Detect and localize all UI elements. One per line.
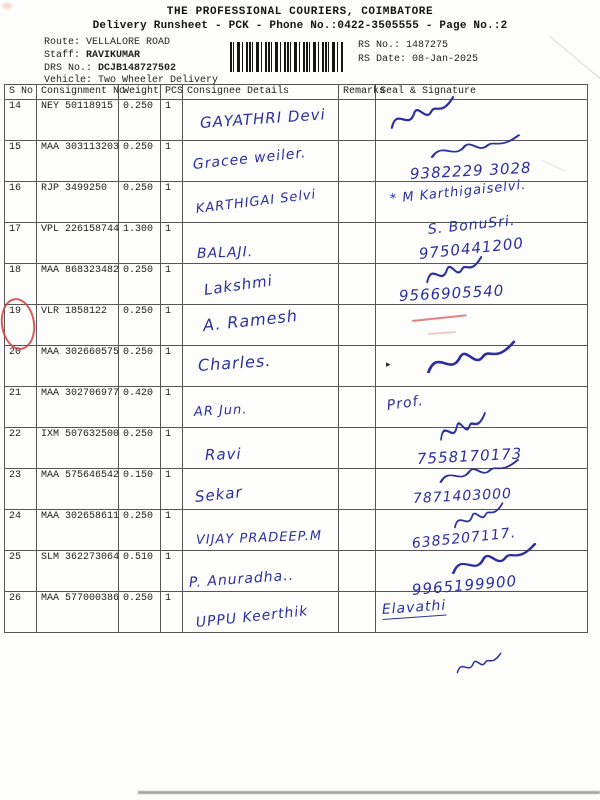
cell-seal-signature [376,551,588,592]
cell-seal-signature [376,182,588,223]
cell-consignment-no: NEY 50118915 [37,100,119,141]
cell-seal-signature [376,223,588,264]
cell-pcs: 1 [161,182,183,223]
consignee-15: Gracee weiler. [192,145,308,173]
signature-17: S. BonuSri. [427,212,517,238]
cell-consignee [183,223,339,264]
consignee-23: Sekar [194,483,244,506]
cell-consignee [183,141,339,182]
cell-weight: 0.250 [119,510,161,551]
consignee-18: Lakshmi [202,271,274,299]
table-row [5,387,588,428]
cell-weight: 0.510 [119,551,161,592]
table-row [5,264,588,305]
cell-consignment-no: MAA 302658611 [37,510,119,551]
cell-remarks [339,346,376,387]
cell-seal-signature [376,141,588,182]
cell-weight: 1.300 [119,223,161,264]
cell-seal-signature [376,592,588,633]
info-line: Staff: RAVIKUMAR [44,49,141,61]
cell-s-no: 26 [5,592,37,633]
cell-consignee [183,387,339,428]
phone-25: 9965199900 [411,571,518,599]
col-header-consignee: Consignee Details [183,85,339,100]
cell-consignee [183,428,339,469]
cell-seal-signature [376,264,588,305]
signature-16: * M Karthigaiselvi. [389,177,527,207]
cell-remarks [339,510,376,551]
cell-pcs: 1 [161,305,183,346]
cell-weight: 0.250 [119,182,161,223]
consignee-20: Charles. [197,350,272,375]
cell-pcs: 1 [161,428,183,469]
cell-remarks [339,387,376,428]
consignee-22: Ravi [204,444,242,464]
info-line: Vehicle: Two Wheeler Delivery [44,75,219,87]
header-info-right [358,39,478,67]
consignee-14: GAYATHRI Devi [199,105,327,132]
runsheet-table [4,84,588,633]
cell-remarks [339,305,376,346]
cell-pcs: 1 [161,387,183,428]
cell-pcs: 1 [161,592,183,633]
cell-s-no: 21 [5,387,37,428]
cell-seal-signature [376,346,588,387]
cell-consignment-no: SLM 362273064 [37,551,119,592]
cell-consignment-no: RJP 3499250 [37,182,119,223]
cell-pcs: 1 [161,346,183,387]
table-row [5,100,588,141]
table-row [5,592,588,633]
table-row [5,141,588,182]
cell-pcs: 1 [161,551,183,592]
cell-s-no: 23 [5,469,37,510]
cell-seal-signature [376,305,588,346]
page-title: THE PROFESSIONAL COURIERS, COIMBATORE [166,6,434,18]
cell-seal-signature [376,428,588,469]
cell-s-no: 22 [5,428,37,469]
cell-pcs: 1 [161,223,183,264]
cell-weight: 0.250 [119,264,161,305]
rs-barcode [230,42,344,72]
cell-consignment-no: MAA 302706977 [37,387,119,428]
cell-s-no: 25 [5,551,37,592]
cell-weight: 0.250 [119,592,161,633]
consignee-16: KARTHIGAI Selvi [195,187,318,217]
phone-22: 7558170173 [416,444,523,468]
paper-crease [550,36,600,79]
table-row [5,551,588,592]
paper-edge-shadow [138,791,600,794]
col-header-weight: Weight [119,85,161,100]
table-row [5,223,588,264]
cell-consignment-no: MAA 302660575 [37,346,119,387]
cell-remarks [339,551,376,592]
info-line: RS No.: 1487275 [358,40,449,51]
cell-consignee [183,510,339,551]
cell-consignee [183,100,339,141]
cell-consignment-no: MAA 868323482 [37,264,119,305]
phone-17: 9750441200 [418,234,525,263]
cell-weight: 0.250 [119,141,161,182]
consignee-24: VIJAY PRADEEP.M [195,528,323,548]
info-line: RS Date: 08-Jan-2025 [358,54,479,65]
cell-seal-signature [376,100,588,141]
cell-seal-signature [376,469,588,510]
table-row [5,469,588,510]
consignee-25: P. Anuradha.. [188,567,295,591]
col-header-s-no: S No [5,85,37,100]
cell-remarks [339,223,376,264]
cell-remarks [339,141,376,182]
cell-consignee [183,305,339,346]
cell-consignment-no: MAA 303113203 [37,141,119,182]
cell-s-no: 15 [5,141,37,182]
cell-remarks [339,182,376,223]
cell-s-no: 16 [5,182,37,223]
table-row [5,510,588,551]
signature-26: Elavathi [381,597,447,618]
cell-s-no: 20 [5,346,37,387]
cell-consignee [183,346,339,387]
mark-20-tick: ▸ [386,360,391,370]
cell-consignment-no: VPL 226158744 [37,223,119,264]
col-header-remarks: Remarks [339,85,376,100]
cell-s-no: 24 [5,510,37,551]
cell-pcs: 1 [161,469,183,510]
table-row [5,428,588,469]
col-header-seal-signature: Seal & Signature [376,85,588,100]
col-header-consignment-no: Consignment No [37,85,119,100]
phone-24: 6385207117. [411,525,517,552]
cell-remarks [339,100,376,141]
cell-weight: 0.250 [119,100,161,141]
table-body [5,100,588,633]
phone-15: 9382229 3028 [409,158,533,183]
signature-21: Prof. [385,392,425,414]
cell-weight: 0.420 [119,387,161,428]
cell-pcs: 1 [161,100,183,141]
consignee-26: UPPU Keerthik [195,603,310,631]
courier-signature [453,650,507,683]
table-header [5,85,588,100]
cell-consignment-no: VLR 1858122 [37,305,119,346]
phone-23: 7871403000 [412,485,513,507]
col-header-pcs: PCS [161,85,183,100]
consignee-19: A. Ramesh [202,306,299,335]
cell-pcs: 1 [161,264,183,305]
consignee-21: AR Jun. [193,402,248,420]
cell-consignment-no: MAA 577000386 [37,592,119,633]
cell-pcs: 1 [161,510,183,551]
cell-s-no: 17 [5,223,37,264]
table-row [5,305,588,346]
cell-weight: 0.250 [119,428,161,469]
cell-weight: 0.250 [119,305,161,346]
table-row [5,346,588,387]
phone-18: 9566905540 [398,281,505,305]
cell-seal-signature [376,387,588,428]
cell-s-no: 18 [5,264,37,305]
cell-remarks [339,428,376,469]
cell-s-no: 19 [5,305,37,346]
cell-remarks [339,264,376,305]
cell-s-no: 14 [5,100,37,141]
cell-weight: 0.250 [119,346,161,387]
cell-consignment-no: IXM 507632500 [37,428,119,469]
cell-consignment-no: MAA 575646542 [37,469,119,510]
header-info-left [44,37,218,88]
cell-remarks [339,469,376,510]
cell-consignee [183,469,339,510]
table-row [5,182,588,223]
cell-consignee [183,264,339,305]
cell-consignee [183,182,339,223]
consignee-17: BALAJI. [196,244,254,262]
cell-seal-signature [376,510,588,551]
info-line: DRS No.: DCJB148727502 [44,62,177,74]
cell-weight: 0.150 [119,469,161,510]
scan-smudge [2,3,12,9]
cell-remarks [339,592,376,633]
cell-consignee [183,551,339,592]
info-line: Route: VELLALORE ROAD [44,37,171,48]
page-subtitle: Delivery Runsheet - PCK - Phone No.:0422-3505555 - Page No.:2 [92,20,508,32]
cell-pcs: 1 [161,141,183,182]
cell-consignee [183,592,339,633]
